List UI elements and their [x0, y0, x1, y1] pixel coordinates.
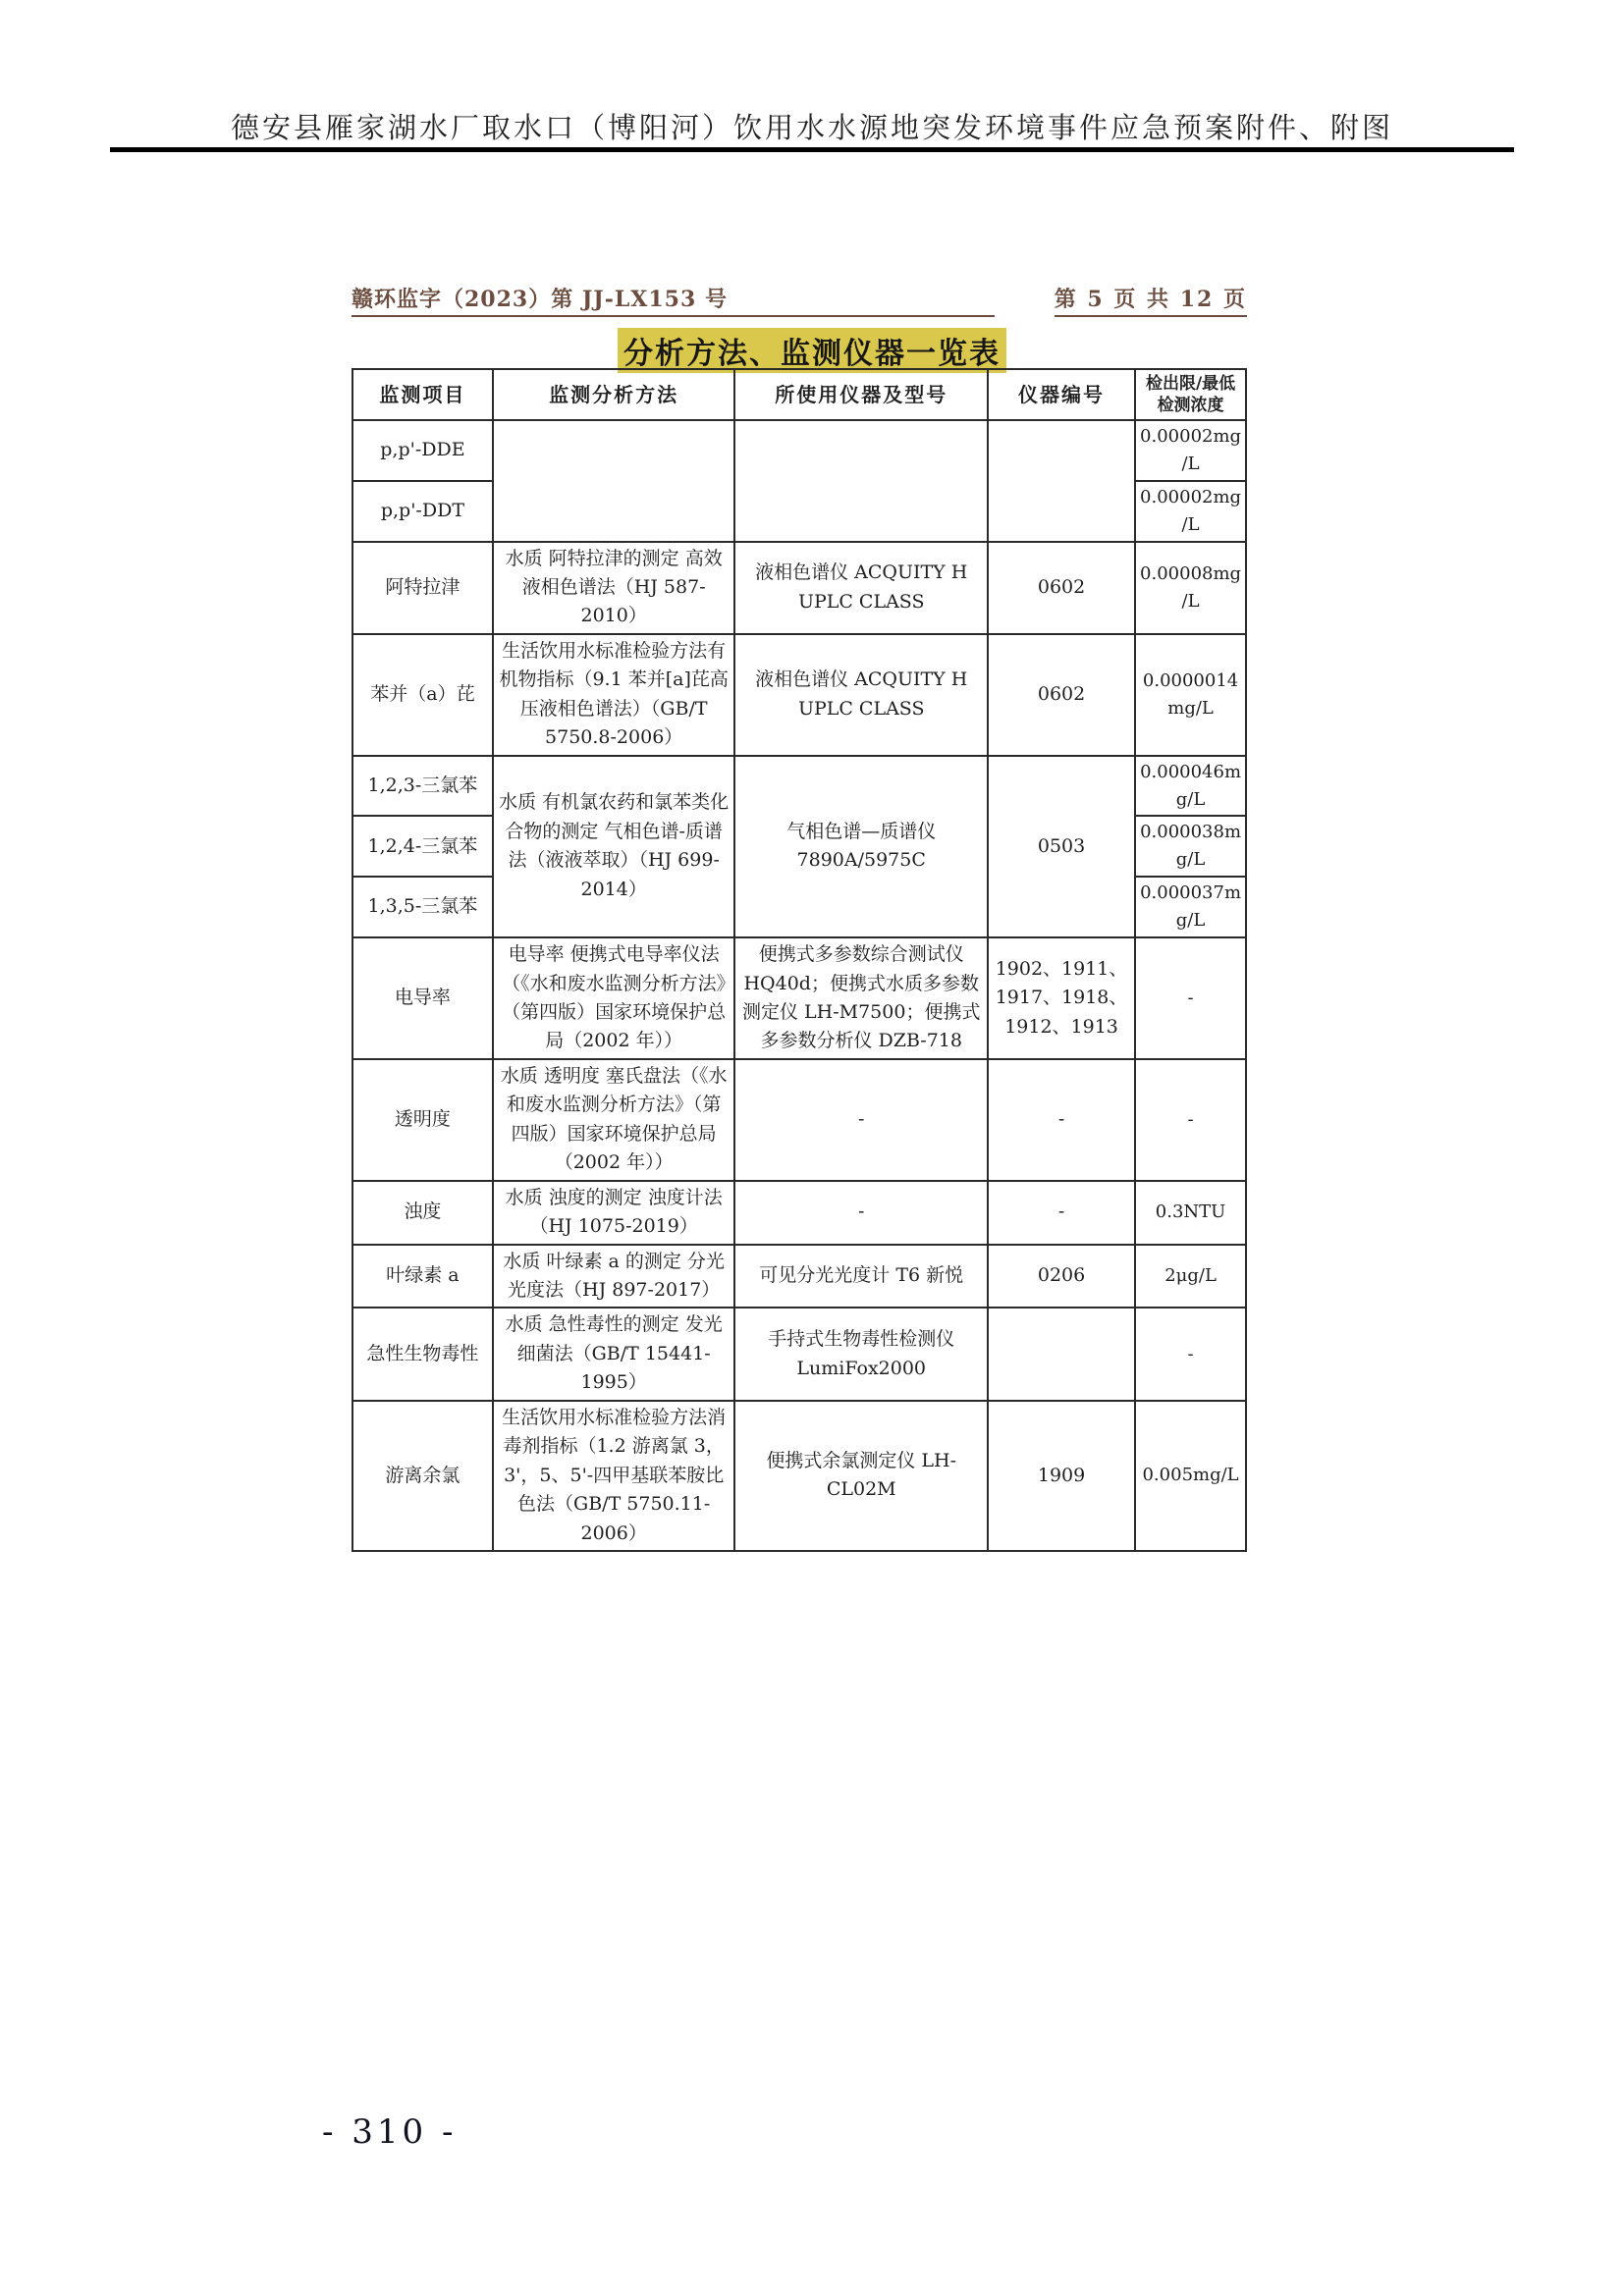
monitoring-methods-table	[352, 368, 1247, 1552]
table-cell: p,p'-DDE	[352, 420, 493, 481]
table-cell: 浊度	[352, 1181, 493, 1245]
table-cell: 0206	[988, 1245, 1135, 1308]
table-cell: 2μg/L	[1135, 1245, 1246, 1308]
table-cell: 游离余氯	[352, 1401, 493, 1551]
table-cell: -	[1135, 937, 1246, 1059]
doc-number: 赣环监字（2023）第 JJ-LX153 号	[352, 283, 995, 317]
table-cell: 0503	[988, 756, 1135, 937]
table-cell: 可见分光光度计 T6 新悦	[734, 1245, 988, 1308]
table-cell: 0.00008mg/L	[1135, 542, 1246, 634]
table-cell: 水质 急性毒性的测定 发光细菌法（GB/T 15441-1995）	[493, 1308, 735, 1400]
table-cell: -	[988, 1181, 1135, 1245]
table-cell: 苯并（a）芘	[352, 634, 493, 756]
table-cell: 0.3NTU	[1135, 1181, 1246, 1245]
table-cell: 叶绿素 a	[352, 1245, 493, 1308]
table-cell: 0.00002mg/L	[1135, 420, 1246, 481]
document-meta-row	[352, 283, 1247, 317]
header-divider	[110, 147, 1514, 152]
table-cell: 0.000046mg/L	[1135, 756, 1246, 817]
table-title: 分析方法、监测仪器一览表	[618, 328, 1006, 373]
table-cell	[988, 1308, 1135, 1400]
table-cell: 1,2,3-三氯苯	[352, 756, 493, 817]
table-cell: 阿特拉津	[352, 542, 493, 634]
table-cell: 生活饮用水标准检验方法消毒剂指标（1.2 游离氯 3，3'，5、5'-四甲基联苯胺比色法（GB/T 5750.11-2006）	[493, 1401, 735, 1551]
table-cell: 水质 有机氯农药和氯苯类化合物的测定 气相色谱-质谱法（液液萃取）（HJ 699-2014）	[493, 756, 735, 937]
table-cell: -	[734, 1181, 988, 1245]
table-cell: -	[1135, 1308, 1246, 1400]
page-indicator: 第 5 页 共 12 页	[1055, 283, 1247, 317]
table-cell: 0.000038mg/L	[1135, 816, 1246, 877]
table-cell: 便携式多参数综合测试仪 HQ40d；便携式水质多参数测定仪 LH-M7500；便携式多参数分析仪 DZB-718	[734, 937, 988, 1059]
table-cell: 电导率	[352, 937, 493, 1059]
table-title-wrap	[0, 328, 1624, 373]
table-cell: 液相色谱仪 ACQUITY H UPLC CLASS	[734, 634, 988, 756]
table-cell: 0.00002mg/L	[1135, 481, 1246, 542]
table-cell: 急性生物毒性	[352, 1308, 493, 1400]
footer-page-number: - 310 -	[322, 2112, 458, 2152]
table-cell: 水质 透明度 塞氏盘法（《水和废水监测分析方法》（第四版）国家环境保护总局（2002 年））	[493, 1059, 735, 1181]
table-cell: 液相色谱仪 ACQUITY H UPLC CLASS	[734, 542, 988, 634]
table-header-cell: 监测分析方法	[493, 369, 735, 420]
table-cell: 1,3,5-三氯苯	[352, 877, 493, 937]
table-cell: 0602	[988, 542, 1135, 634]
table-header-cell: 监测项目	[352, 369, 493, 420]
table-cell: -	[988, 1059, 1135, 1181]
table-cell: -	[734, 1059, 988, 1181]
table-cell: 手持式生物毒性检测仪 LumiFox2000	[734, 1308, 988, 1400]
table-cell: -	[1135, 1059, 1246, 1181]
table-cell: 水质 阿特拉津的测定 高效液相色谱法（HJ 587-2010）	[493, 542, 735, 634]
table-header-cell: 仪器编号	[988, 369, 1135, 420]
table-cell: 1909	[988, 1401, 1135, 1551]
table-cell: 电导率 便携式电导率仪法（《水和废水监测分析方法》（第四版）国家环境保护总局（2002 年））	[493, 937, 735, 1059]
table-cell: 水质 叶绿素 a 的测定 分光光度法（HJ 897-2017）	[493, 1245, 735, 1308]
table-cell: 0.005mg/L	[1135, 1401, 1246, 1551]
table-cell: 气相色谱—质谱仪 7890A/5975C	[734, 756, 988, 937]
table-cell: 便携式余氯测定仪 LH-CL02M	[734, 1401, 988, 1551]
table-header-cell: 所使用仪器及型号	[734, 369, 988, 420]
table-cell: 生活饮用水标准检验方法有机物指标（9.1 苯并[a]芘高压液相色谱法）（GB/T 5750.8-2006）	[493, 634, 735, 756]
table-cell: p,p'-DDT	[352, 481, 493, 542]
table-cell: 0.0000014mg/L	[1135, 634, 1246, 756]
table-cell	[493, 420, 735, 542]
table-head	[352, 369, 1246, 420]
table-cell: 透明度	[352, 1059, 493, 1181]
table-cell: 0.000037mg/L	[1135, 877, 1246, 937]
table-cell: 0602	[988, 634, 1135, 756]
table-cell	[988, 420, 1135, 542]
table-cell: 1,2,4-三氯苯	[352, 816, 493, 877]
table-header-cell: 检出限/最低检测浓度	[1135, 369, 1246, 420]
table-cell: 1902、1911、1917、1918、1912、1913	[988, 937, 1135, 1059]
page-header-title: 德安县雁家湖水厂取水口（博阳河）饮用水水源地突发环境事件应急预案附件、附图	[230, 111, 1393, 144]
table-cell: 水质 浊度的测定 浊度计法（HJ 1075-2019）	[493, 1181, 735, 1245]
table-cell	[734, 420, 988, 542]
table-body	[352, 420, 1246, 1551]
